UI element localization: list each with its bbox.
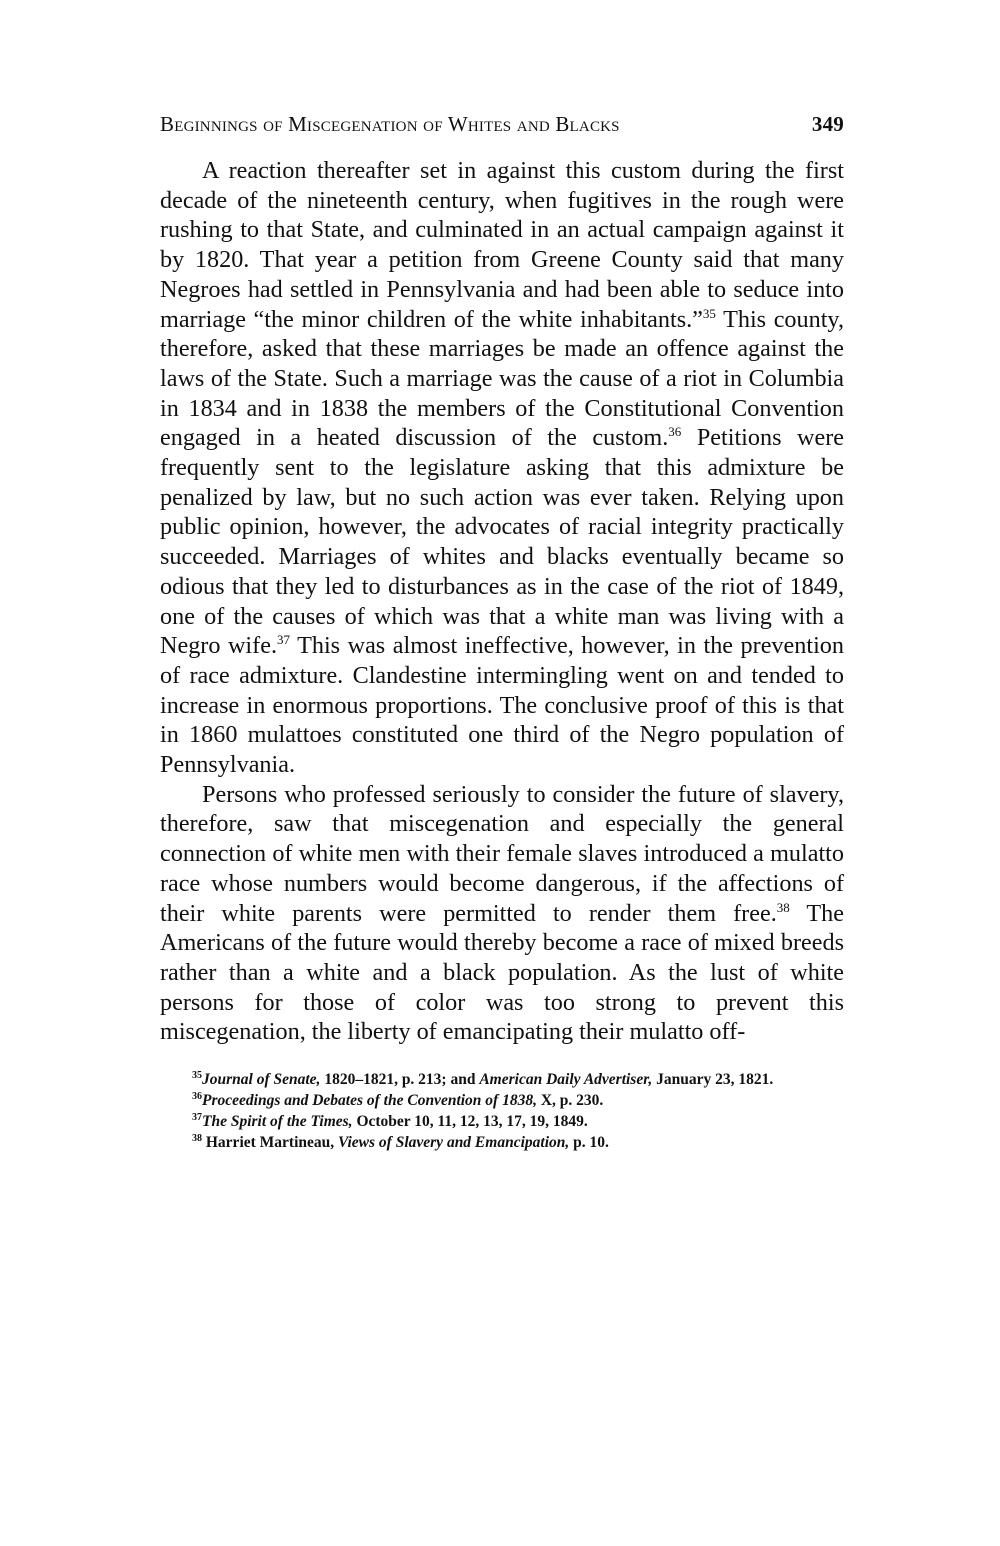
paragraph-1 — [160, 156, 844, 780]
text-run: Persons who professed seriously to consider the future of slavery, therefore, saw that miscegenation and especially the general connection of white men with their female slaves introduced a mulatto race whose numbers would become dangerous, if the affections of their white parents were permitted to render them free. — [160, 780, 844, 927]
footnote-ref: 36 — [668, 424, 682, 440]
text-run: The Americans of the future would thereby become a race of mixed breeds rather than a white and a black population. As the lust of white persons for those of color was too strong to prevent this miscegenation, the liberty of emancipating their mulatto off- — [160, 899, 844, 1046]
footnote-number: 35 — [192, 1069, 202, 1081]
running-head-title: Beginnings of Miscegenation of Whites and Blacks — [160, 112, 620, 136]
footnote-title: American Daily Advertiser, — [479, 1071, 653, 1089]
footnote-number: 38 — [192, 1132, 202, 1144]
footnote-title: Proceedings and Debates of the Convention of 1838, — [202, 1092, 537, 1110]
page — [160, 108, 844, 1153]
running-head — [160, 108, 844, 140]
footnote-title: Journal of Senate, — [202, 1071, 321, 1089]
page-number: 349 — [811, 112, 844, 136]
footnote-38 — [160, 1132, 844, 1153]
paragraph-2 — [160, 780, 844, 1047]
footnote-number: 37 — [192, 1111, 202, 1123]
footnote-ref: 37 — [277, 632, 290, 648]
footnote-text: 1820–1821, p. 213; and — [320, 1071, 480, 1089]
footnote-text: p. 10. — [569, 1134, 609, 1152]
footnote-36 — [160, 1090, 844, 1111]
footnote-title: Views of Slavery and Emancipation, — [338, 1134, 570, 1152]
text-run: A reaction thereafter set in against this custom during the first decade of the nineteenth century, when fugitives in the rough were rushing to that State, and culminated in an actual campaign against it by 1820. That year a petition from Greene County said that many Negroes had settled in Pennsylvania and had been able to seduce into marriage “the minor children of the white inhabitants.” — [160, 157, 844, 333]
footnote-text: X, p. 230. — [536, 1092, 604, 1110]
footnote-text: October 10, 11, 12, 13, 17, 19, 1849. — [352, 1113, 588, 1131]
body-text — [160, 156, 844, 1047]
text-run: Petitions were frequently sent to the legislature asking that this admixture be penalized by law, but no such action was ever taken. Relying upon public opinion, however, the advocates of racial integrity practically succeeded. Marriages of whites and blacks eventually became so odious that they led to disturbances as in the case of the riot of 1849, one of the causes of which was that a white man was living with a Negro wife. — [160, 424, 844, 660]
footnote-number: 36 — [192, 1090, 202, 1102]
text-run: This was almost ineffective, however, in the prevention of race admixture. Clandestine intermingling went on and tended to increase in enormous proportions. The conclusive proof of this is that in 1860 mulattoes constituted one third of the Negro population of Pennsylvania. — [160, 632, 844, 779]
footnote-text: January 23, 1821. — [652, 1071, 774, 1089]
footnote-35 — [160, 1069, 844, 1090]
footnote-ref: 35 — [702, 305, 716, 321]
footnote-37 — [160, 1111, 844, 1132]
footnotes — [160, 1069, 844, 1153]
footnote-ref: 38 — [776, 899, 790, 915]
footnote-title: The Spirit of the Times, — [202, 1113, 353, 1131]
footnote-text: Harriet Martineau, — [202, 1134, 339, 1152]
text-run: This county, therefore, asked that these marriages be made an offence against the laws of the State. Such a marriage was the cause of a riot in Columbia in 1834 and in 1838 the members of the Constitutional Convention engaged in a heated discussion of the custom. — [160, 305, 845, 452]
